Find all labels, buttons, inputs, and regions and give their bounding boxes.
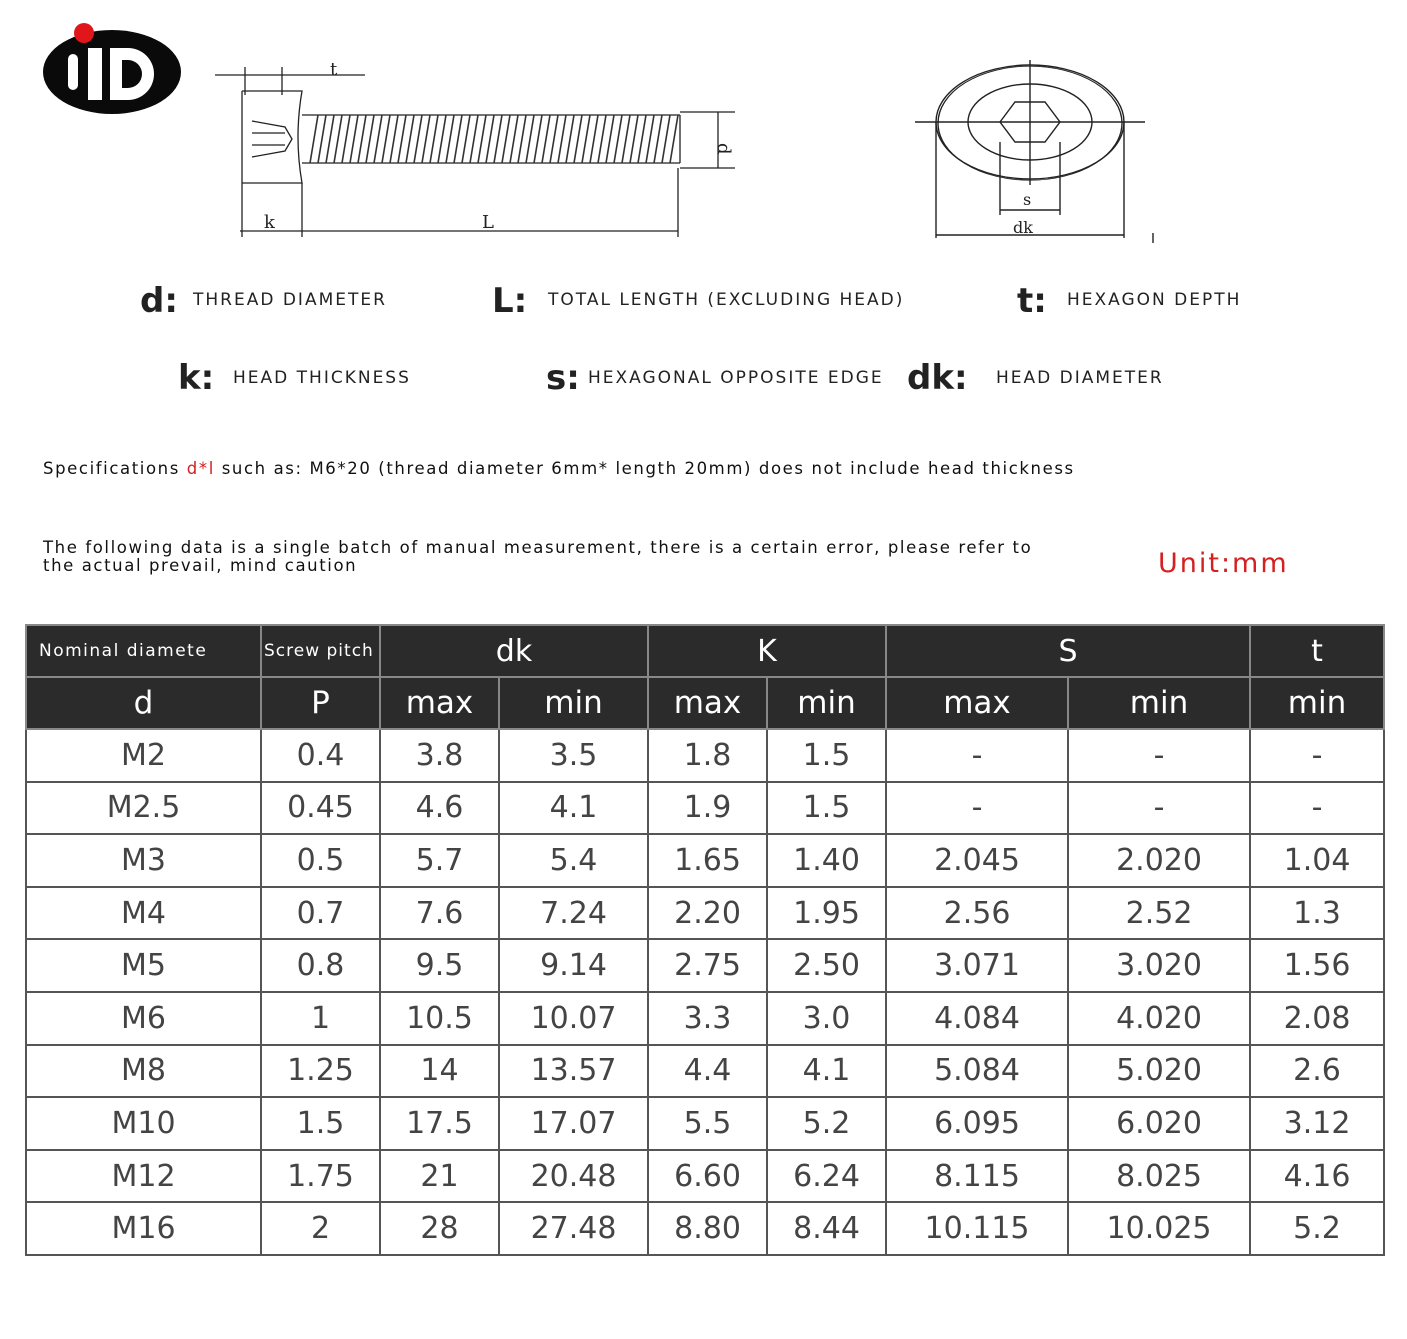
table-cell: 5.020 <box>1068 1045 1250 1098</box>
spec-note-after: such as: M6*20 (thread diameter 6mm* length 20mm) does not include head thickness <box>214 459 1075 478</box>
label-L: L <box>482 212 494 233</box>
table-cell: 2.08 <box>1250 992 1384 1045</box>
measurement-note <box>43 539 1032 575</box>
table-cell: - <box>1068 782 1250 835</box>
table-cell: M5 <box>26 939 261 992</box>
table-cell: M12 <box>26 1150 261 1203</box>
table-row <box>26 729 1384 782</box>
table-cell: 8.115 <box>886 1150 1068 1203</box>
legend-k-text: HEAD THICKNESS <box>233 368 411 388</box>
table-row <box>26 1150 1384 1203</box>
table-cell: 2.56 <box>886 887 1068 940</box>
header-nominal-diameter: Nominal diamete <box>26 625 261 677</box>
table-cell: 2.6 <box>1250 1045 1384 1098</box>
table-cell: 0.45 <box>261 782 380 835</box>
table-cell: 10.5 <box>380 992 499 1045</box>
table-cell: 14 <box>380 1045 499 1098</box>
table-cell: 20.48 <box>499 1150 648 1203</box>
table-cell: M2.5 <box>26 782 261 835</box>
table-row <box>26 834 1384 887</box>
table-cell: 2.50 <box>767 939 886 992</box>
table-cell: 0.5 <box>261 834 380 887</box>
table-cell: 3.5 <box>499 729 648 782</box>
table-cell: 5.084 <box>886 1045 1068 1098</box>
table-cell: 10.115 <box>886 1202 1068 1255</box>
measurement-note-line2: the actual prevail, mind caution <box>43 556 358 575</box>
table-cell: 6.095 <box>886 1097 1068 1150</box>
label-t: t <box>330 59 338 80</box>
legend-s-symbol: s: <box>546 358 580 398</box>
table-row <box>26 1202 1384 1255</box>
table-cell: - <box>886 729 1068 782</box>
table-cell: 17.5 <box>380 1097 499 1150</box>
dimension-table <box>25 624 1385 1256</box>
table-cell: M8 <box>26 1045 261 1098</box>
table-cell: 1.5 <box>767 782 886 835</box>
table-cell: 3.0 <box>767 992 886 1045</box>
legend-dk-text: HEAD DIAMETER <box>996 368 1164 388</box>
table-cell: 28 <box>380 1202 499 1255</box>
table-cell: 1.95 <box>767 887 886 940</box>
table-cell: 6.24 <box>767 1150 886 1203</box>
table-cell: 4.020 <box>1068 992 1250 1045</box>
table-cell: 4.6 <box>380 782 499 835</box>
header-k: K <box>648 625 886 677</box>
table-cell: 3.3 <box>648 992 767 1045</box>
table-cell: 1.3 <box>1250 887 1384 940</box>
subheader-cell: max <box>380 677 499 729</box>
table-cell: 4.16 <box>1250 1150 1384 1203</box>
table-row <box>26 887 1384 940</box>
table-cell: M16 <box>26 1202 261 1255</box>
table-cell: 9.14 <box>499 939 648 992</box>
table-cell: 17.07 <box>499 1097 648 1150</box>
table-row <box>26 1045 1384 1098</box>
header-t: t <box>1250 625 1384 677</box>
table-cell: M3 <box>26 834 261 887</box>
spec-note-before: Specifications <box>43 459 187 478</box>
legend-t-symbol: t: <box>1017 281 1047 321</box>
table-cell: 10.025 <box>1068 1202 1250 1255</box>
table-cell: 1.04 <box>1250 834 1384 887</box>
subheader-cell: max <box>648 677 767 729</box>
table-cell: 0.7 <box>261 887 380 940</box>
label-s: s <box>1023 190 1032 209</box>
table-cell: 2.020 <box>1068 834 1250 887</box>
table-cell: 27.48 <box>499 1202 648 1255</box>
table-cell: - <box>1250 782 1384 835</box>
table-cell: 4.084 <box>886 992 1068 1045</box>
table-cell: 2 <box>261 1202 380 1255</box>
subheader-cell: min <box>1068 677 1250 729</box>
table-row <box>26 992 1384 1045</box>
table-cell: 9.5 <box>380 939 499 992</box>
table-cell: M2 <box>26 729 261 782</box>
subheader-cell: min <box>1250 677 1384 729</box>
table-cell: 1.5 <box>767 729 886 782</box>
unit-label: Unit:mm <box>1158 548 1289 579</box>
legend-dk-symbol: dk: <box>907 358 968 398</box>
table-cell: 2.20 <box>648 887 767 940</box>
table-cell: 5.2 <box>767 1097 886 1150</box>
legend-s-text: HEXAGONAL OPPOSITE EDGE <box>588 368 884 388</box>
subheader-cell: d <box>26 677 261 729</box>
header-s: S <box>886 625 1250 677</box>
table-cell: 5.7 <box>380 834 499 887</box>
legend-d-symbol: d: <box>140 281 178 321</box>
table-cell: 2.75 <box>648 939 767 992</box>
label-d: d <box>713 143 734 155</box>
table-cell: 8.44 <box>767 1202 886 1255</box>
legend-L-symbol: L: <box>492 281 528 321</box>
table-cell: 13.57 <box>499 1045 648 1098</box>
table-cell: 21 <box>380 1150 499 1203</box>
table-cell: 0.8 <box>261 939 380 992</box>
table-cell: 1.5 <box>261 1097 380 1150</box>
legend-d-text: THREAD DIAMETER <box>193 290 387 310</box>
subheader-cell: min <box>499 677 648 729</box>
specification-note <box>43 460 1075 478</box>
table-cell: 0.4 <box>261 729 380 782</box>
screw-top-view-diagram <box>905 55 1165 250</box>
table-cell: 3.8 <box>380 729 499 782</box>
table-cell: 5.4 <box>499 834 648 887</box>
subheader-cell: min <box>767 677 886 729</box>
table-row <box>26 782 1384 835</box>
table-cell: 1.40 <box>767 834 886 887</box>
subheader-cell: max <box>886 677 1068 729</box>
company-logo <box>40 10 185 118</box>
table-cell: M6 <box>26 992 261 1045</box>
header-screw-pitch: Screw pitch <box>261 625 380 677</box>
table-cell: 10.07 <box>499 992 648 1045</box>
table-cell: 8.025 <box>1068 1150 1250 1203</box>
table-cell: 3.12 <box>1250 1097 1384 1150</box>
table-cell: 4.1 <box>499 782 648 835</box>
table-cell: 1.56 <box>1250 939 1384 992</box>
table-cell: 3.020 <box>1068 939 1250 992</box>
table-cell: - <box>1068 729 1250 782</box>
spec-note-highlight: d*l <box>186 459 215 478</box>
screw-side-view-diagram <box>210 55 750 245</box>
table-cell: 5.5 <box>648 1097 767 1150</box>
subheader-cell: P <box>261 677 380 729</box>
table-cell: 1.25 <box>261 1045 380 1098</box>
legend-t-text: HEXAGON DEPTH <box>1067 290 1242 310</box>
table-cell: 1.9 <box>648 782 767 835</box>
table-cell: 6.020 <box>1068 1097 1250 1150</box>
table-cell: 1.65 <box>648 834 767 887</box>
table-cell: - <box>886 782 1068 835</box>
table-cell: 4.1 <box>767 1045 886 1098</box>
label-dk: dk <box>1013 218 1033 237</box>
table-cell: 2.045 <box>886 834 1068 887</box>
table-cell: 3.071 <box>886 939 1068 992</box>
table-cell: M4 <box>26 887 261 940</box>
table-cell: M10 <box>26 1097 261 1150</box>
table-row <box>26 1097 1384 1150</box>
table-cell: 1.75 <box>261 1150 380 1203</box>
legend-L-text: TOTAL LENGTH (EXCLUDING HEAD) <box>548 290 905 310</box>
table-cell: 5.2 <box>1250 1202 1384 1255</box>
table-cell: 2.52 <box>1068 887 1250 940</box>
label-k: k <box>264 212 275 233</box>
table-cell: 8.80 <box>648 1202 767 1255</box>
table-cell: 4.4 <box>648 1045 767 1098</box>
header-dk: dk <box>380 625 648 677</box>
table-cell: 1.8 <box>648 729 767 782</box>
table-cell: 1 <box>261 992 380 1045</box>
table-cell: - <box>1250 729 1384 782</box>
table-cell: 6.60 <box>648 1150 767 1203</box>
measurement-note-line1: The following data is a single batch of manual measurement, there is a certain error, please refer to <box>43 538 1033 557</box>
table-cell: 7.6 <box>380 887 499 940</box>
legend-k-symbol: k: <box>178 358 215 398</box>
table-row <box>26 939 1384 992</box>
table-cell: 7.24 <box>499 887 648 940</box>
